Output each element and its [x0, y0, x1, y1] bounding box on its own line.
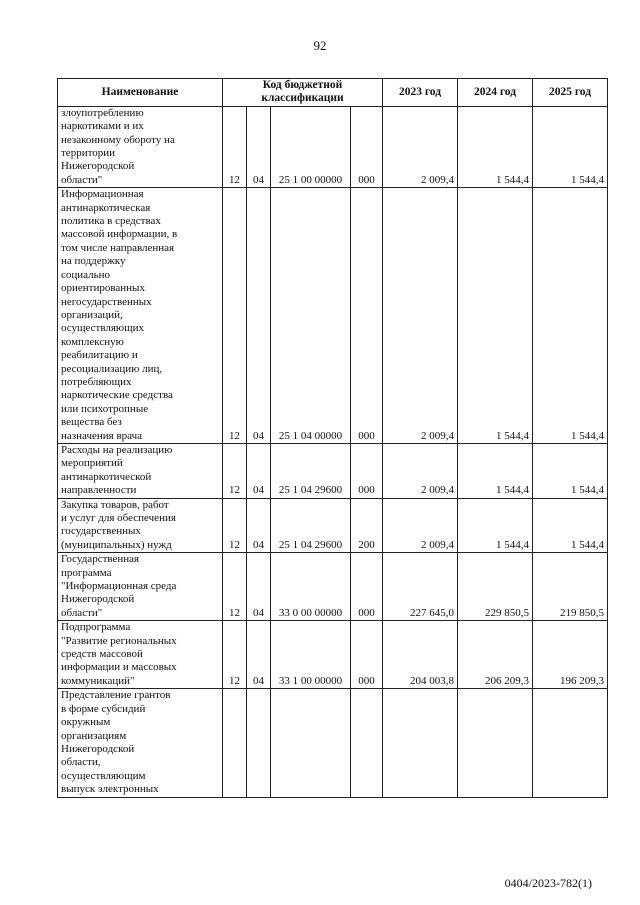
code-article: 33 0 00 00000: [271, 553, 351, 621]
table-row: [58, 498, 608, 553]
value-2024: [458, 689, 533, 797]
row-name: Закупка товаров, работ и услуг для обеспечения государственных (муниципальных) нужд: [58, 498, 223, 553]
header-2024: 2024 год: [458, 79, 533, 107]
table-row: [58, 553, 608, 621]
table-row: [58, 188, 608, 444]
header-2023: 2023 год: [383, 79, 458, 107]
code-subsection: [247, 689, 271, 797]
row-name: Представление грантов в форме субсидий окружным организациям Нижегородской области, осуществляющим выпуск электронных: [58, 689, 223, 797]
code-section: [223, 689, 247, 797]
code-expense-type: 000: [351, 188, 383, 444]
row-name: Государственная программа "Информационная среда Нижегородской области": [58, 553, 223, 621]
code-article: 25 1 04 29600: [271, 443, 351, 498]
value-2025: [533, 689, 608, 797]
code-article: 25 1 00 00000: [271, 106, 351, 187]
code-section: 12: [223, 621, 247, 689]
code-expense-type: 000: [351, 553, 383, 621]
header-row: [58, 79, 608, 107]
value-2023: 2 009,4: [383, 188, 458, 444]
code-expense-type: 200: [351, 498, 383, 553]
value-2023: 2 009,4: [383, 106, 458, 187]
code-section: 12: [223, 553, 247, 621]
code-expense-type: 000: [351, 443, 383, 498]
budget-table: [57, 78, 608, 798]
value-2024: 1 544,4: [458, 106, 533, 187]
value-2025: 1 544,4: [533, 498, 608, 553]
row-name: злоупотреблению наркотиками и их незаконному обороту на территории Нижегородской области": [58, 106, 223, 187]
value-2024: 1 544,4: [458, 188, 533, 444]
code-article: 33 1 00 00000: [271, 621, 351, 689]
value-2023: [383, 689, 458, 797]
value-2024: 229 850,5: [458, 553, 533, 621]
value-2025: 1 544,4: [533, 188, 608, 444]
value-2025: 196 209,3: [533, 621, 608, 689]
value-2025: 219 850,5: [533, 553, 608, 621]
value-2023: 2 009,4: [383, 498, 458, 553]
value-2023: 204 003,8: [383, 621, 458, 689]
table-row: [58, 621, 608, 689]
value-2023: 2 009,4: [383, 443, 458, 498]
value-2024: 1 544,4: [458, 443, 533, 498]
table-row: [58, 106, 608, 187]
header-code: Код бюджетной классификации: [223, 79, 383, 107]
code-subsection: 04: [247, 188, 271, 444]
table-row: [58, 689, 608, 797]
row-name: Информационная антинаркотическая политика в средствах массовой информации, в том числе направленная на поддержку социально ориентированных негосударственных организаций, осуществляющих комплексную реабилитацию и ресоциализацию лиц, потребляющих наркотические средства или психотропные вещества без назначения врача: [58, 188, 223, 444]
header-2025: 2025 год: [533, 79, 608, 107]
code-subsection: 04: [247, 106, 271, 187]
document-code: 0404/2023-782(1): [504, 876, 592, 890]
code-expense-type: [351, 689, 383, 797]
code-subsection: 04: [247, 621, 271, 689]
table-row: [58, 443, 608, 498]
code-article: 25 1 04 29600: [271, 498, 351, 553]
value-2025: 1 544,4: [533, 443, 608, 498]
code-expense-type: 000: [351, 621, 383, 689]
code-section: 12: [223, 188, 247, 444]
page-number: 92: [313, 38, 327, 53]
value-2024: 206 209,3: [458, 621, 533, 689]
value-2024: 1 544,4: [458, 498, 533, 553]
row-name: Расходы на реализацию мероприятий антинаркотической направленности: [58, 443, 223, 498]
code-expense-type: 000: [351, 106, 383, 187]
value-2023: 227 645,0: [383, 553, 458, 621]
code-subsection: 04: [247, 498, 271, 553]
row-name: Подпрограмма "Развитие региональных средств массовой информации и массовых коммуникаций": [58, 621, 223, 689]
code-section: 12: [223, 106, 247, 187]
code-article: [271, 689, 351, 797]
header-name: Наименование: [58, 79, 223, 107]
code-subsection: 04: [247, 553, 271, 621]
value-2025: 1 544,4: [533, 106, 608, 187]
code-section: 12: [223, 498, 247, 553]
code-section: 12: [223, 443, 247, 498]
code-subsection: 04: [247, 443, 271, 498]
code-article: 25 1 04 00000: [271, 188, 351, 444]
